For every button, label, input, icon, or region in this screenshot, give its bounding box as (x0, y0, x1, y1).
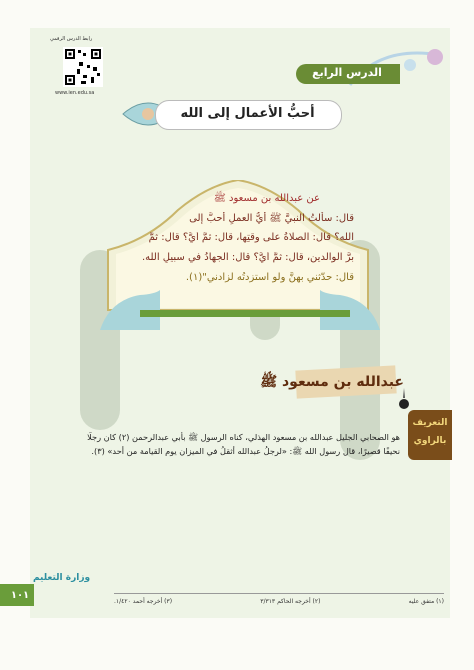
footnote: (٣) أخرجه أحمد ١/٤٢٠. (114, 598, 173, 605)
lesson-label: الدرس الرابع (312, 66, 382, 79)
lesson-title: أحبُّ الأعمال إلى الله (180, 106, 315, 121)
footnote: (٢) أخرجه الحاكم ٣/٣١٣ (260, 598, 321, 605)
divider-bar (140, 310, 350, 317)
qr-label: رابط الدرس الرقمي (50, 36, 93, 42)
hadith-line: قال: حدَّثني بهنَّ ولو استزدتُه لزادني"(١). (185, 272, 354, 283)
hadith-line: الله؟ قال: الصلاةُ على وقتِها، قال: ثمَّ أيُّ؟ قال: ثمَّ (148, 232, 354, 243)
hadith-line: برُّ الوالدين، قال: ثمَّ أيُّ؟ قال: الجهادُ في سبيلِ الله. (141, 252, 354, 263)
ink-pot-icon (398, 388, 410, 410)
section-label-line: بالراوي (413, 436, 447, 446)
qr-code[interactable] (63, 47, 103, 87)
page-number: ١٠١ (10, 590, 30, 601)
biography-line: هو الصحابي الجليل عبدالله بن مسعود الهذلي، كناه الرسول ﷺ بأبي عبدالرحمن (٢) كان رجلًا (87, 432, 400, 442)
hadith-intro: عن عبدالله بن مسعود ﷺ (213, 193, 320, 204)
section-label-line: التعريف (412, 418, 448, 428)
biography-line: نحيفًا قصيرًا، قال رسول الله ﷺ: «لرجلُ عبدالله أثقلُ في الميزان يوم القيامة من أحد» (٣). (91, 446, 400, 456)
companion-name: عبدالله بن مسعود ﷺ (260, 374, 404, 390)
footnote: (١) متفق عليه (408, 598, 444, 605)
footnotes (114, 598, 444, 605)
qr-url: www.ien.edu.sa (55, 90, 95, 96)
hadith-line: قال: سألتُ النبيَّ ﷺ أيُّ العملِ أحبُّ إلى (189, 213, 354, 224)
ministry-logo-text: وزارة التعليم (33, 573, 91, 583)
footnote-divider (114, 593, 444, 594)
